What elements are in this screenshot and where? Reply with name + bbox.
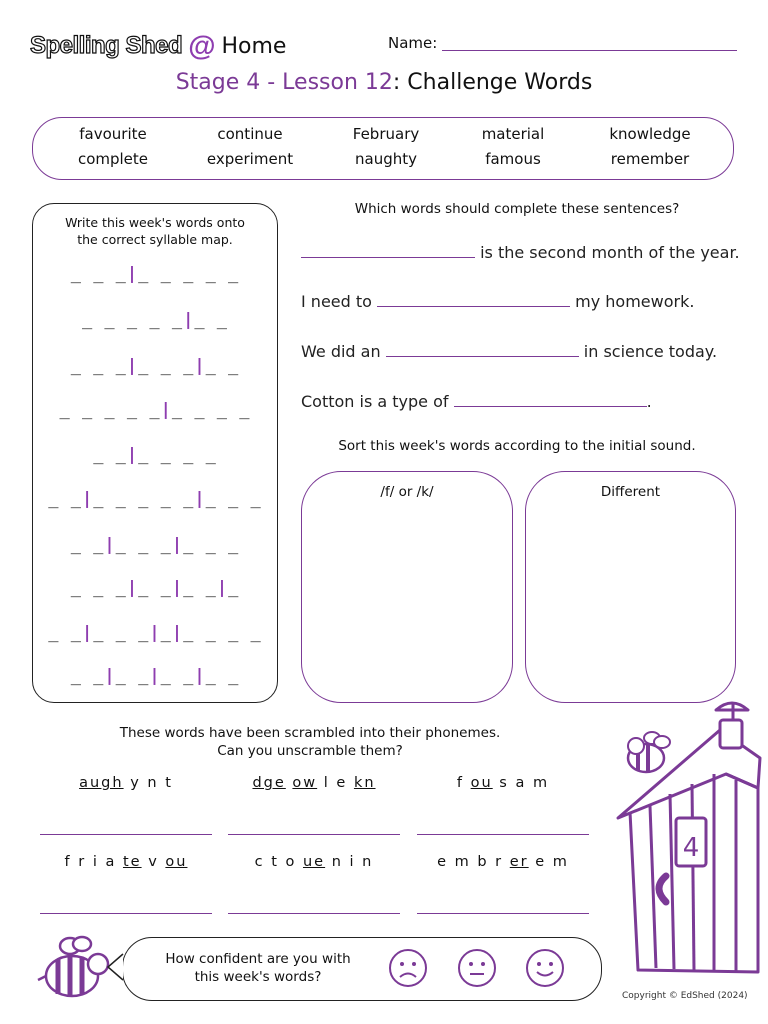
logo [30,30,286,62]
scrambled-word [40,854,212,870]
answer-blank[interactable] [454,405,647,407]
heading-line: These words have been scrambled into their phonemes. [119,725,501,741]
instruction-line: the correct syllable map. [77,232,233,247]
syllable-blanks: _ _ [115,666,150,686]
syllable-map-row[interactable] [32,310,278,330]
answer-line[interactable] [228,834,400,835]
phoneme: v [148,854,159,870]
phoneme: r [495,854,504,870]
syllable-divider: | [126,445,139,465]
syllable-blanks: _ _ [194,310,229,330]
sentence-1 [301,243,740,262]
syllable-blanks: _ _ [138,578,172,598]
syllable-blanks: _ _ _ [93,623,150,643]
sentence-text: in science today. [583,342,718,361]
phoneme: y [130,775,141,791]
confidence-question [148,950,368,986]
phoneme: t [165,775,173,791]
scramble-heading [60,724,560,760]
stage-label: Stage 4 - Lesson 12 [175,70,393,95]
phoneme: m [552,854,569,870]
syllable-map-row[interactable] [32,489,278,509]
syllable-blanks: _ _ _ _ _ [81,310,184,330]
phoneme: ou [470,775,493,791]
sad-face-icon[interactable] [388,948,428,988]
phoneme: n [147,775,159,791]
phoneme: r [78,854,87,870]
sentence-text: Cotton is a type of [301,392,449,411]
syllable-blanks: _ _ _ [183,535,240,555]
name-field[interactable] [442,50,737,51]
phoneme: dge [252,775,286,791]
syllable-blanks: _ _ [205,666,240,686]
syllable-divider: | [183,310,195,330]
syllable-divider: | [194,356,206,376]
syllable-blanks: _ _ _ [138,356,195,376]
syllable-divider: | [171,578,184,598]
word: complete [77,150,149,168]
brand-name: Spelling Shed [30,32,183,59]
syllable-divider: | [126,356,139,376]
syllable-map-row[interactable] [32,535,278,555]
phoneme: f [64,854,72,870]
phoneme: te [122,854,142,870]
phoneme: n [331,854,343,870]
phoneme: n [362,854,374,870]
scrambled-word [228,775,400,791]
sentence-text: my homework. [575,292,695,311]
heading-line: Can you unscramble them? [217,743,403,759]
syllable-blanks: _ _ _ _ [171,400,251,420]
syllable-blanks: _ [228,578,240,598]
phoneme: i [92,854,99,870]
scrambled-word [228,854,400,870]
answer-line[interactable] [417,913,589,914]
syllable-map-row[interactable] [32,400,278,420]
answer-blank[interactable] [301,256,475,258]
question-line: this week's words? [194,969,322,985]
syllable-blanks: _ _ [48,623,82,643]
syllable-map-row[interactable] [32,445,278,465]
syllable-blanks: _ _ _ _ _ [93,489,195,509]
syllable-blanks: _ _ [93,445,127,465]
syllable-blanks: _ _ _ [70,356,127,376]
sort-heading: Sort this week's words according to the initial sound. [338,438,696,454]
syllable-blanks: _ _ [70,535,105,555]
sentence-text: . [646,392,652,411]
phoneme: i [349,854,356,870]
syllable-divider: | [194,666,206,686]
sort-box-title: Different [600,484,661,500]
syllable-divider: | [81,623,94,643]
phoneme: ue [302,854,326,870]
phoneme: ow [292,775,318,791]
word: famous [485,150,541,168]
phoneme: er [509,854,529,870]
word: experiment [206,150,294,168]
phoneme: l [323,775,330,791]
syllable-map-row[interactable] [32,578,278,598]
syllable-blanks: _ _ [205,356,240,376]
answer-line[interactable] [417,834,589,835]
syllable-blanks: _ [160,623,172,643]
word: naughty [355,150,417,168]
scrambled-word [417,854,589,870]
phoneme: a [515,775,527,791]
word: February [352,125,420,143]
topic-label: : Challenge Words [392,70,593,95]
sort-box-title: /f/ or /k/ [380,484,434,500]
phoneme: f [456,775,465,791]
syllable-divider: | [160,400,172,420]
syllable-blanks: _ _ _ [115,535,172,555]
syllable-divider: | [194,489,206,509]
syllable-divider: | [126,578,139,598]
syllable-divider: | [171,535,184,555]
word: material [481,125,545,143]
syllable-map-row[interactable] [32,356,278,376]
word: remember [610,150,690,168]
sentence-text: I need to [301,292,372,311]
syllable-blanks: _ _ _ [70,578,127,598]
page-title [0,70,768,95]
syllable-blanks: _ _ _ [70,264,127,284]
happy-face-icon[interactable] [525,948,565,988]
syllable-blanks: _ _ _ _ [138,445,217,465]
answer-line[interactable] [228,913,400,914]
at-symbol: @ [188,30,216,61]
syllable-divider: | [104,666,116,686]
phoneme: e [437,854,448,870]
syllable-map-row[interactable] [32,264,278,284]
phoneme: a [105,854,117,870]
word: knowledge [609,125,691,143]
sentence-4 [301,392,652,411]
syllable-blanks: _ _ [48,489,82,509]
shed-number: 4 [682,833,700,863]
answer-blank[interactable] [377,305,570,307]
word: favourite [79,125,147,143]
syllable-blanks: _ _ _ _ _ [59,400,161,420]
phoneme: e [336,775,348,791]
scrambled-word [40,775,212,791]
answer-line[interactable] [40,834,212,835]
syllable-divider: | [149,666,161,686]
phoneme: ou [165,854,188,870]
syllable-blanks: _ _ [70,666,105,686]
syllable-divider: | [126,264,139,284]
name-label: Name: [388,34,438,52]
syllable-blanks: _ _ _ _ [183,623,262,643]
syllable-divider: | [104,535,116,555]
sort-box-different[interactable] [525,471,736,703]
bee-small-icon [628,732,670,772]
syllable-divider: | [171,623,184,643]
syllable-divider: | [216,578,229,598]
sentence-text: We did an [301,342,381,361]
phoneme: augh [79,775,124,791]
phoneme: e [535,854,547,870]
syllable-divider: | [149,623,161,643]
syllable-divider: | [81,489,94,509]
copyright: Copyright © EdShed (2024) [622,991,748,1001]
phoneme: t [271,854,279,870]
phoneme: s [499,775,509,791]
sentence-text: is the second month of the year. [480,243,740,262]
phoneme: m [532,775,550,791]
syllable-map-row[interactable] [32,666,278,686]
phoneme: m [454,854,471,870]
syllable-blanks: _ _ _ _ _ [138,264,240,284]
answer-line[interactable] [40,913,212,914]
sentence-2 [301,292,694,311]
question-line: How confident are you with [165,951,351,967]
phoneme: c [254,854,265,870]
word: continue [217,125,283,143]
phoneme: kn [353,775,376,791]
syllable-blanks: _ _ _ [205,489,262,509]
sentence-3 [301,342,717,361]
phoneme: b [477,854,489,870]
answer-blank[interactable] [386,355,579,357]
sort-box-f-k[interactable] [301,471,513,703]
home-label: Home [221,33,287,59]
syllable-instruction [48,214,262,248]
syllable-blanks: _ _ [160,666,195,686]
speech-tail [106,952,126,982]
syllable-map-row[interactable] [32,623,278,643]
sentences-heading: Which words should complete these sentences? [354,201,680,217]
shed-illustration [608,688,768,978]
word-list-box [32,117,734,180]
syllable-blanks: _ _ [183,578,217,598]
scrambled-word [417,775,589,791]
instruction-line: Write this week's words onto [65,215,245,230]
phoneme: o [285,854,297,870]
neutral-face-icon[interactable] [457,948,497,988]
